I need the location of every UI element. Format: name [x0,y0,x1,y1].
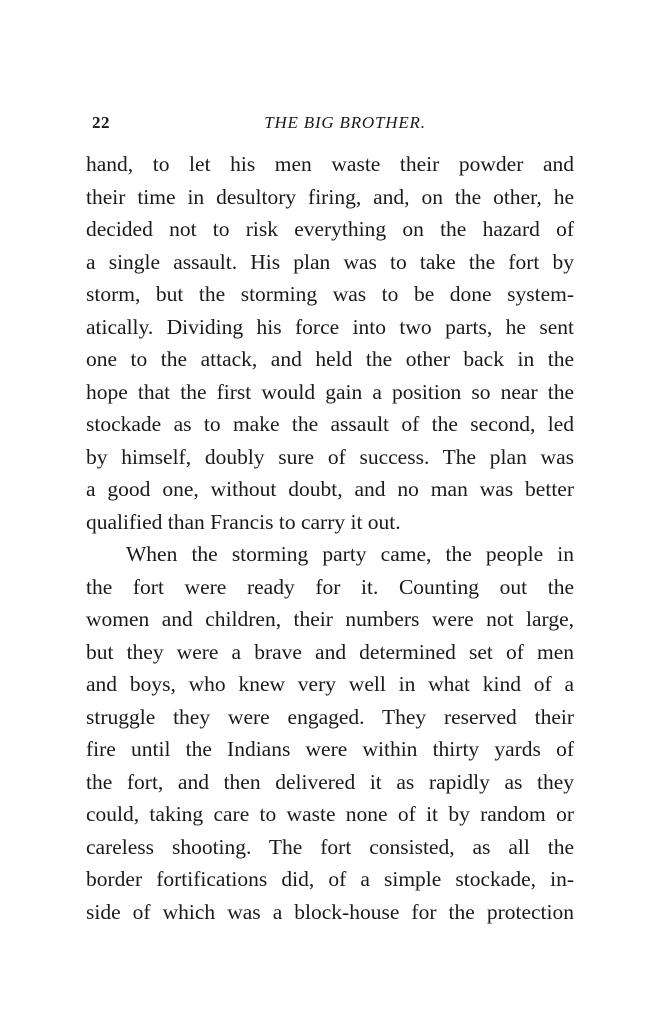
text-line: stockade as to make the assault of the second, led [86,412,574,436]
text-line: careless shooting. The fort consisted, as all the [86,834,574,859]
paragraph-start-line: When the storming party came, the people in [126,542,574,566]
text-line: side of which was a block-house for the protection [86,899,574,924]
running-title: THE BIG BROTHER. [264,113,426,132]
page-number: 22 [92,113,110,132]
text-line: struggle they were engaged. They reserved their [86,704,574,729]
text-line: could, taking care to waste none of it by random or [86,802,574,826]
text-line: the fort were ready for it. Counting out the [86,574,574,599]
text-line: a single assault. His plan was to take the fort by [86,249,574,274]
text-line: the fort, and then delivered it as rapidly as they [86,769,574,794]
text-line: border fortifications did, of a simple stockade, in- [86,867,574,891]
paragraph-end-line: qualified than Francis to carry it out. [86,509,401,534]
text-line: and boys, who knew very well in what kind of a [86,672,574,696]
text-line: women and children, their numbers were not large, [86,607,574,631]
text-line: one to the attack, and held the other back in the [86,347,574,371]
text-line: their time in desultory firing, and, on the other, he [86,184,574,209]
text-line: hope that the first would gain a position so near the [86,379,574,404]
body-text [86,148,574,928]
text-line: a good one, without doubt, and no man was better [86,477,574,501]
text-line: hand, to let his men waste their powder and [86,152,574,176]
text-line: decided not to risk everything on the hazard of [86,217,574,241]
text-line: storm, but the storming was to be done system- [86,282,574,306]
text-line: fire until the Indians were within thirty yards of [86,737,574,761]
text-line: atically. Dividing his force into two parts, he sent [86,314,574,339]
text-line: by himself, doubly sure of success. The plan was [86,444,574,469]
running-head [92,113,572,139]
text-line: but they were a brave and determined set of men [86,639,574,664]
